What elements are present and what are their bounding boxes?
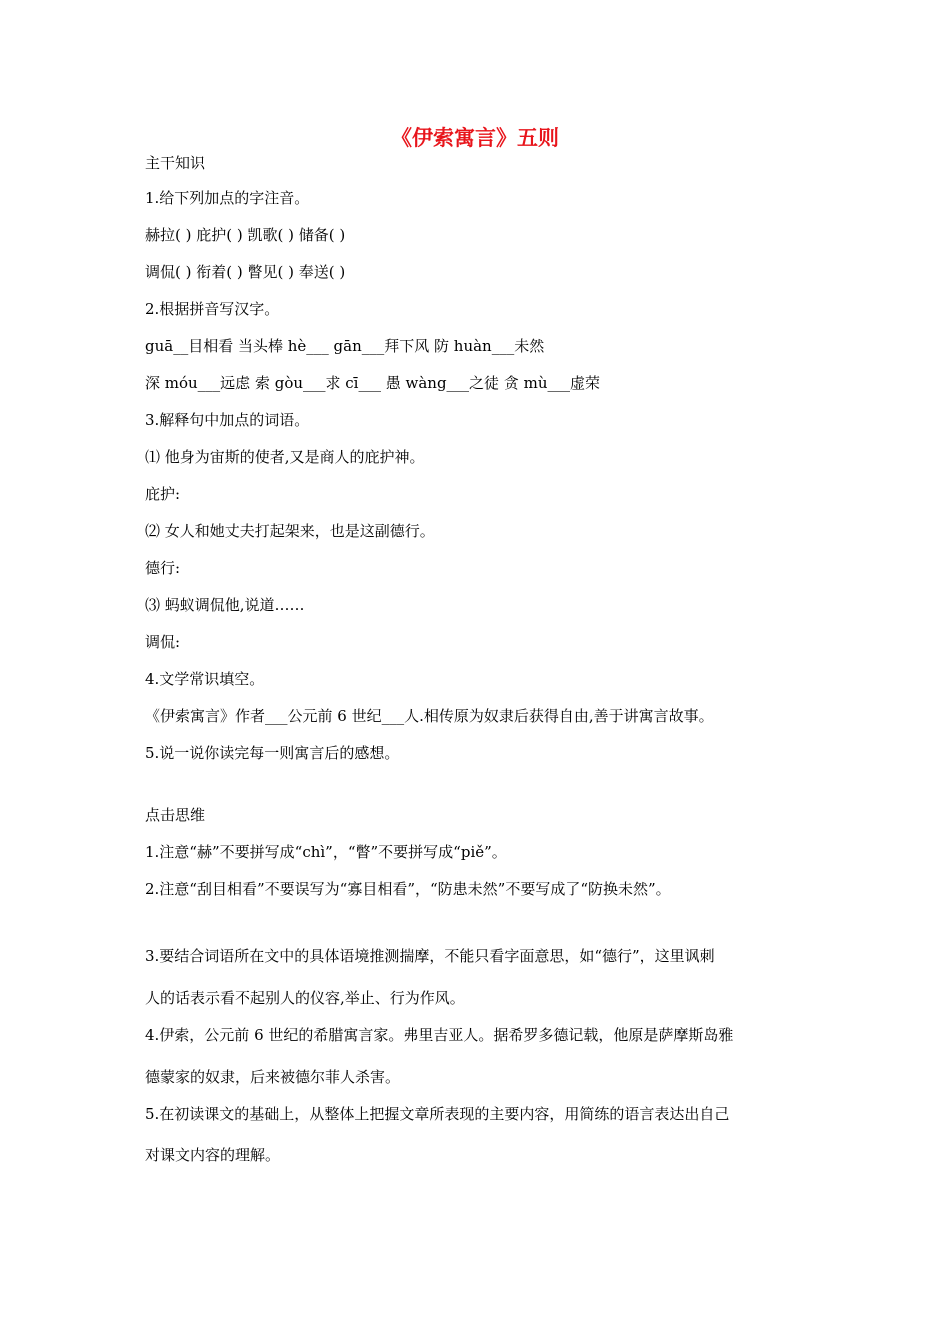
tip-4-line-1: 4.伊索，公元前 6 世纪的希腊寓言家。弗里吉亚人。据希罗多德记载，他原是萨摩斯岛雅 — [145, 1026, 734, 1044]
pinyin-row-2: 调侃( ) 衔着( ) 瞥见( ) 奉送( ) — [145, 263, 346, 281]
section-heading-main-knowledge: 主干知识 — [145, 154, 206, 172]
tip-3-line-1: 3.要结合词语所在文中的具体语境推测揣摩，不能只看字面意思，如“德行”，这里讽刺 — [145, 947, 715, 965]
question-3: 3.解释句中加点的词语。 — [145, 411, 310, 429]
hanzi-row-2: 深 móu___远虑 索 gòu___求 cī___ 愚 wàng___之徒 贪 mù___虚荣 — [145, 374, 600, 392]
sentence-3: ⑶ 蚂蚁调侃他,说道…… — [145, 596, 305, 614]
question-2: 2.根据拼音写汉字。 — [145, 300, 280, 318]
tip-5-line-1: 5.在初读课文的基础上，从整体上把握文章所表现的主要内容，用简练的语言表达出自己 — [145, 1105, 730, 1123]
pinyin-row-1: 赫拉( ) 庇护( ) 凯歌( ) 储备( ) — [145, 226, 346, 244]
tip-2: 2.注意“刮目相看”不要误写为“寡目相看”，“防患未然”不要写成了“防换未然”。 — [145, 880, 671, 898]
question-5: 5.说一说你读完每一则寓言后的感想。 — [145, 744, 400, 762]
question-1: 1.给下列加点的字注音。 — [145, 189, 310, 207]
section-heading-thinking: 点击思维 — [145, 806, 206, 824]
sentence-2: ⑵ 女人和她丈夫打起架来，也是这副德行。 — [145, 522, 435, 540]
sentence-1: ⑴ 他身为宙斯的使者,又是商人的庇护神。 — [145, 448, 425, 466]
document-title: 《伊索寓言》五则 — [391, 125, 559, 150]
answer-label-2: 德行: — [145, 559, 181, 577]
question-4: 4.文学常识填空。 — [145, 670, 265, 688]
answer-label-1: 庇护: — [145, 485, 181, 503]
tip-4-line-2: 德蒙家的奴隶，后来被德尔菲人杀害。 — [145, 1068, 401, 1086]
tip-1: 1.注意“赫”不要拼写成“chì”，“瞥”不要拼写成“piě”。 — [145, 843, 507, 861]
hanzi-row-1: guā__目相看 当头棒 hè___ gān___拜下风 防 huàn___未然 — [145, 337, 545, 355]
answer-label-3: 调侃: — [145, 633, 181, 651]
tip-5-line-2: 对课文内容的理解。 — [145, 1146, 281, 1164]
literature-fill-blank: 《伊索寓言》作者___公元前 6 世纪___人.相传原为奴隶后获得自由,善于讲寓言故事。 — [145, 707, 714, 725]
tip-3-line-2: 人的话表示看不起别人的仪容,举止、行为作风。 — [145, 989, 465, 1007]
